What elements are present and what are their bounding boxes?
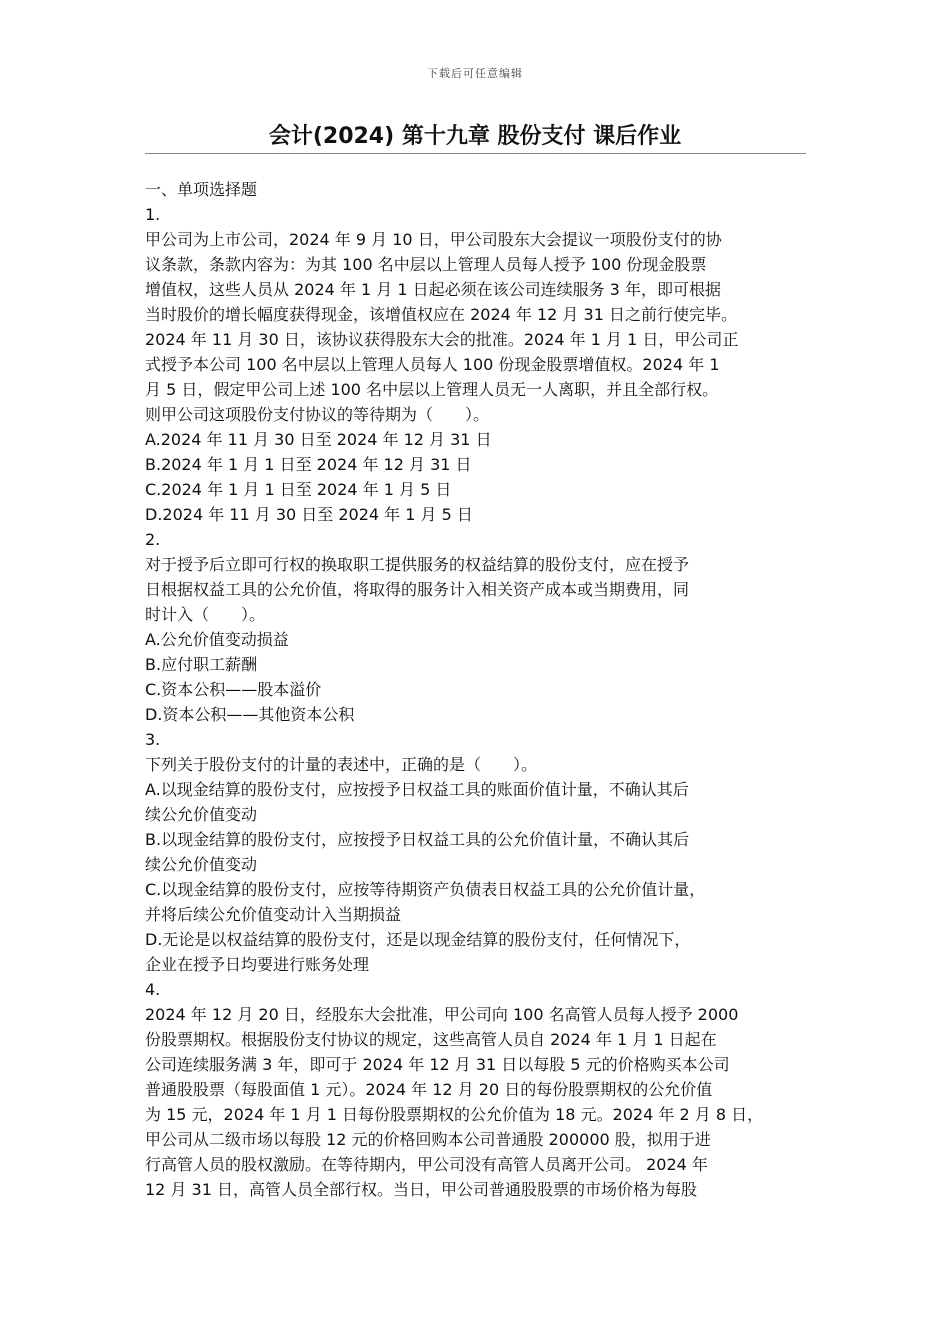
question-stem-line: 时计入（ ）。 — [145, 605, 266, 624]
question-stem-line: 甲公司从二级市场以每股 12 元的价格回购本公司普通股 200000 股，拟用于进 — [145, 1130, 711, 1149]
question-stem-line: 下列关于股份支付的计量的表述中，正确的是（ ）。 — [145, 755, 538, 774]
answer-option-line: 续公允价值变动 — [145, 805, 258, 824]
answer-option[interactable] — [145, 452, 826, 477]
answer-option-line: C.资本公积——股本溢价 — [145, 680, 322, 699]
document-title: 会计(2024) 第十九章 股份支付 课后作业 — [268, 124, 682, 149]
question-stem-line: 甲公司为上市公司，2024 年 9 月 10 日，甲公司股东大会提议一项股份支付的协 — [145, 230, 722, 249]
question-number: 3. — [145, 730, 161, 749]
answer-option-line: 并将后续公允价值变动计入当期损益 — [145, 905, 402, 924]
section-heading: 一、单项选择题 — [145, 180, 258, 199]
question-list — [145, 202, 826, 1202]
answer-option-line: D.无论是以权益结算的股份支付，还是以现金结算的股份支付，任何情况下， — [145, 930, 691, 949]
answer-option-line: B.2024 年 1 月 1 日至 2024 年 12 月 31 日 — [145, 455, 472, 474]
question-number: 2. — [145, 530, 161, 549]
answer-option-line: B.应付职工薪酬 — [145, 655, 258, 674]
question-stem-line: 2024 年 12 月 20 日，经股东大会批准，甲公司向 100 名高管人员每人授予 2000 — [145, 1005, 739, 1024]
answer-option[interactable] — [145, 777, 826, 827]
answer-option-line: D.资本公积——其他资本公积 — [145, 705, 355, 724]
answer-option[interactable] — [145, 477, 826, 502]
question-stem-line: 行高管人员的股权激励。在等待期内，甲公司没有高管人员离开公司。 2024 年 — [145, 1155, 708, 1174]
question-stem-line: 份股票期权。根据股份支付协议的规定，这些高管人员自 2024 年 1 月 1 日起在 — [145, 1030, 717, 1049]
question-stem-line: 为 15 元，2024 年 1 月 1 日每份股票期权的公允价值为 18 元。2024 年 2 月 8 日， — [145, 1105, 764, 1124]
question-stem-line: 月 5 日，假定甲公司上述 100 名中层以上管理人员无一人离职，并且全部行权。 — [145, 380, 719, 399]
answer-option-line: C.2024 年 1 月 1 日至 2024 年 1 月 5 日 — [145, 480, 452, 499]
answer-option[interactable] — [145, 827, 826, 877]
answer-option-line: B.以现金结算的股份支付，应按授予日权益工具的公允价值计量，不确认其后 — [145, 830, 690, 849]
question-block — [145, 727, 826, 977]
answer-option[interactable] — [145, 652, 826, 677]
question-block — [145, 977, 826, 1202]
question-stem-line: 增值权，这些人员从 2024 年 1 月 1 日起必须在该公司连续服务 3 年，即可根据 — [145, 280, 721, 299]
answer-option-line: A.公允价值变动损益 — [145, 630, 289, 649]
question-stem-line: 则甲公司这项股份支付协议的等待期为（ ）。 — [145, 405, 490, 424]
question-block — [145, 527, 826, 727]
answer-option[interactable] — [145, 502, 826, 527]
answer-option[interactable] — [145, 677, 826, 702]
answer-option[interactable] — [145, 877, 826, 927]
answer-option-line: C.以现金结算的股份支付，应按等待期资产负债表日权益工具的公允价值计量， — [145, 880, 706, 899]
answer-option-line: D.2024 年 11 月 30 日至 2024 年 1 月 5 日 — [145, 505, 473, 524]
question-block — [145, 202, 826, 527]
answer-option-line: 续公允价值变动 — [145, 855, 258, 874]
question-number: 4. — [145, 980, 161, 999]
answer-option[interactable] — [145, 927, 826, 977]
question-stem-line: 12 月 31 日，高管人员全部行权。当日，甲公司普通股股票的市场价格为每股 — [145, 1180, 697, 1199]
question-stem-line: 当时股价的增长幅度获得现金，该增值权应在 2024 年 12 月 31 日之前行使完毕。 — [145, 305, 737, 324]
question-stem-line: 日根据权益工具的公允价值，将取得的服务计入相关资产成本或当期费用，同 — [145, 580, 690, 599]
answer-option-line: 企业在授予日均要进行账务处理 — [145, 955, 370, 974]
question-stem-line: 公司连续服务满 3 年，即可于 2024 年 12 月 31 日以每股 5 元的价格购买本公司 — [145, 1055, 730, 1074]
answer-option-line: A.以现金结算的股份支付，应按授予日权益工具的账面价值计量，不确认其后 — [145, 780, 689, 799]
question-stem-line: 对于授予后立即可行权的换取职工提供服务的权益结算的股份支付，应在授予 — [145, 555, 690, 574]
question-stem-line: 议条款，条款内容为：为其 100 名中层以上管理人员每人授予 100 份现金股票 — [145, 255, 707, 274]
question-stem-line: 式授予本公司 100 名中层以上管理人员每人 100 份现金股票增值权。2024 年 1 — [145, 355, 720, 374]
question-stem-line: 2024 年 11 月 30 日，该协议获得股东大会的批准。2024 年 1 月 1 日，甲公司正 — [145, 330, 739, 349]
header-note: 下载后可任意编辑 — [427, 67, 523, 80]
title-divider — [145, 153, 806, 154]
document-body — [145, 177, 826, 1202]
answer-option-line: A.2024 年 11 月 30 日至 2024 年 12 月 31 日 — [145, 430, 492, 449]
answer-option[interactable] — [145, 427, 826, 452]
question-stem-line: 普通股股票（每股面值 1 元）。2024 年 12 月 20 日的每份股票期权的公允价值 — [145, 1080, 713, 1099]
question-number: 1. — [145, 205, 161, 224]
answer-option[interactable] — [145, 627, 826, 652]
answer-option[interactable] — [145, 702, 826, 727]
